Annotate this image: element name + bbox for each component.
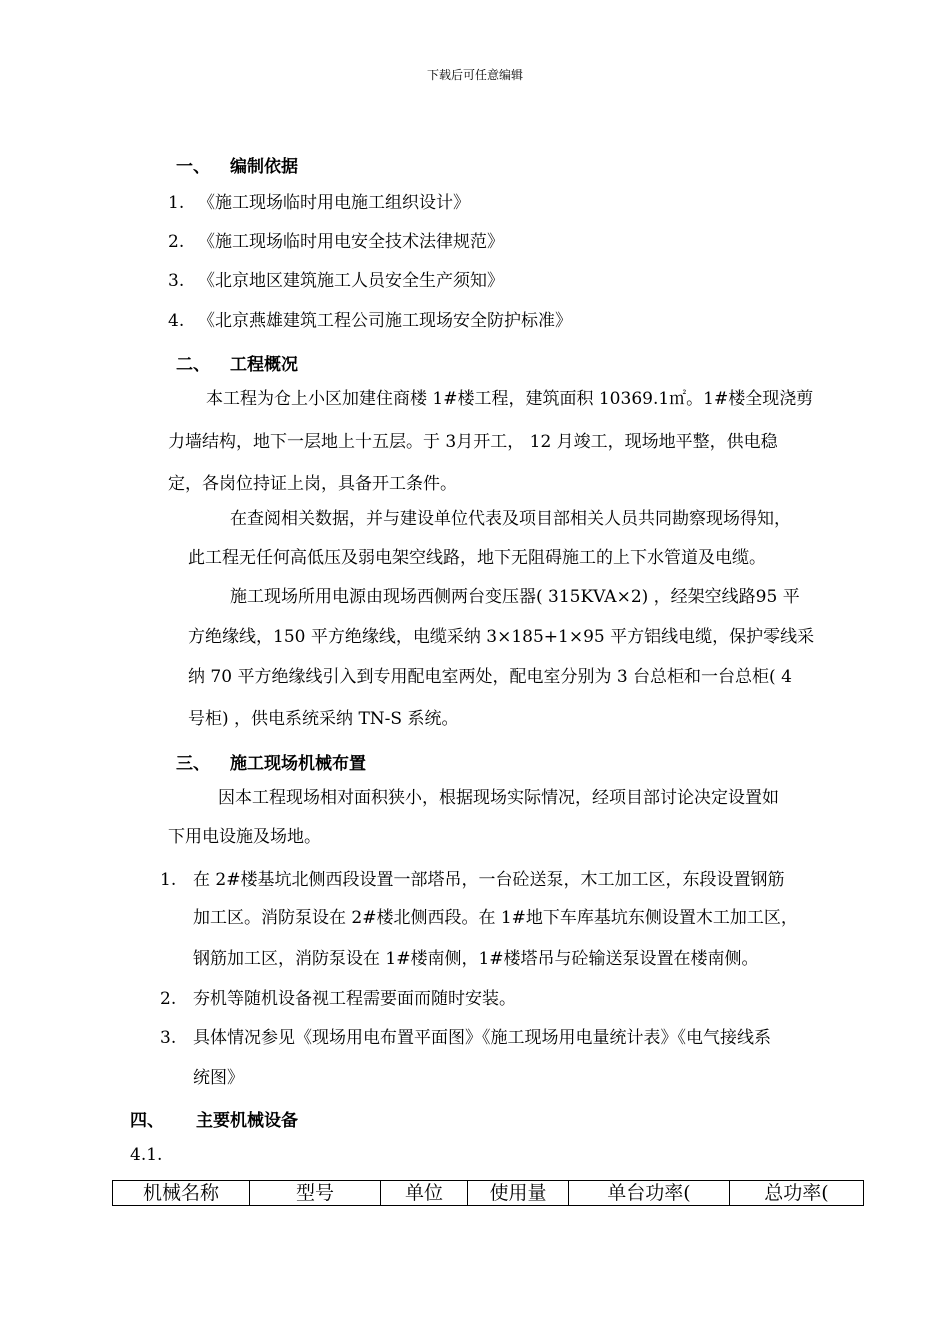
col-model: 型号 — [250, 1181, 381, 1206]
col-unit-power: 单台功率( — [569, 1181, 730, 1206]
s1-item3-text: 《北京地区建筑施工人员安全生产须知》 — [198, 271, 504, 291]
s3-item1-line1: 在 2#楼基坑北侧西段设置一部塔吊，一台砼送泵，木工加工区，东段设置钢筋 — [193, 870, 785, 890]
s1-item1-number: 1. — [168, 193, 185, 213]
s4-subsection-number: 4.1. — [130, 1145, 163, 1165]
section1-number: 一、 — [176, 157, 210, 177]
col-unit: 单位 — [381, 1181, 468, 1206]
s2-paragraph1-line1: 本工程为仓上小区加建住商楼 1#楼工程，建筑面积 10369.1㎡。1#楼全现浇剪 — [206, 389, 814, 409]
s2-paragraph2-line1: 在查阅相关数据，并与建设单位代表及项目部相关人员共同勘察现场得知， — [230, 509, 791, 529]
s3-item3-line1: 具体情况参见《现场用电布置平面图》《施工现场用电量统计表》《电气接线系 — [193, 1028, 771, 1048]
s1-item2-text: 《施工现场临时用电安全技术法律规范》 — [198, 232, 504, 252]
s3-item2-number: 2. — [160, 989, 177, 1009]
col-total-power: 总功率( — [730, 1181, 864, 1206]
table-header-row — [113, 1181, 864, 1206]
s1-item1-text: 《施工现场临时用电施工组织设计》 — [198, 193, 470, 213]
s1-item4-text: 《北京燕雄建筑工程公司施工现场安全防护标准》 — [198, 311, 572, 331]
s3-intro-line1: 因本工程现场相对面积狭小，根据现场实际情况，经项目部讨论决定设置如 — [218, 788, 779, 808]
s2-paragraph3-line3: 纳 70 平方绝缘线引入到专用配电室两处，配电室分别为 3 台总柜和一台总柜( 4 — [188, 667, 792, 687]
s2-paragraph1-line3: 定，各岗位持证上岗，具备开工条件。 — [168, 474, 457, 494]
section1-title: 编制依据 — [230, 157, 298, 177]
s2-paragraph1-line2: 力墙结构，地下一层地上十五层。于 3月开工， 12 月竣工，现场地平整，供电稳 — [168, 432, 778, 452]
s2-paragraph3-line2: 方绝缘线，150 平方绝缘线，电缆采纳 3×185+1×95 平方铝线电缆，保护零线采 — [188, 627, 815, 647]
section3-number: 三、 — [176, 754, 210, 774]
s3-item2-line1: 夯机等随机设备视工程需要面而随时安装。 — [193, 989, 516, 1009]
section4-title: 主要机械设备 — [196, 1111, 298, 1131]
page-header: 下载后可任意编辑 — [426, 68, 523, 82]
s3-item3-number: 3. — [160, 1028, 177, 1048]
section4-number: 四、 — [130, 1111, 164, 1131]
s2-paragraph2-line2: 此工程无任何高低压及弱电架空线路，地下无阻碍施工的上下水管道及电缆。 — [188, 548, 766, 568]
equipment-table — [112, 1180, 864, 1206]
s3-item1-number: 1. — [160, 870, 177, 890]
section2-number: 二、 — [176, 355, 210, 375]
s3-item1-line3: 钢筋加工区，消防泵设在 1#楼南侧，1#楼塔吊与砼输送泵设置在楼南侧。 — [193, 949, 759, 969]
s1-item2-number: 2. — [168, 232, 185, 252]
s3-intro-line2: 下用电设施及场地。 — [168, 827, 321, 847]
s2-paragraph3-line4: 号柜) ，供电系统采纳 TN-S 系统。 — [188, 709, 459, 729]
section2-title: 工程概况 — [230, 355, 298, 375]
s3-item3-line2: 统图》 — [193, 1068, 244, 1088]
s3-item1-line2: 加工区。消防泵设在 2#楼北侧西段。在 1#地下车库基坑东侧设置木工加工区， — [193, 908, 798, 928]
col-quantity: 使用量 — [468, 1181, 569, 1206]
col-machine-name: 机械名称 — [113, 1181, 250, 1206]
s2-paragraph3-line1: 施工现场所用电源由现场西侧两台变压器( 315KVA×2) ，经架空线路95 平 — [230, 587, 800, 607]
s1-item3-number: 3. — [168, 271, 185, 291]
s1-item4-number: 4. — [168, 311, 185, 331]
section3-title: 施工现场机械布置 — [230, 754, 366, 774]
